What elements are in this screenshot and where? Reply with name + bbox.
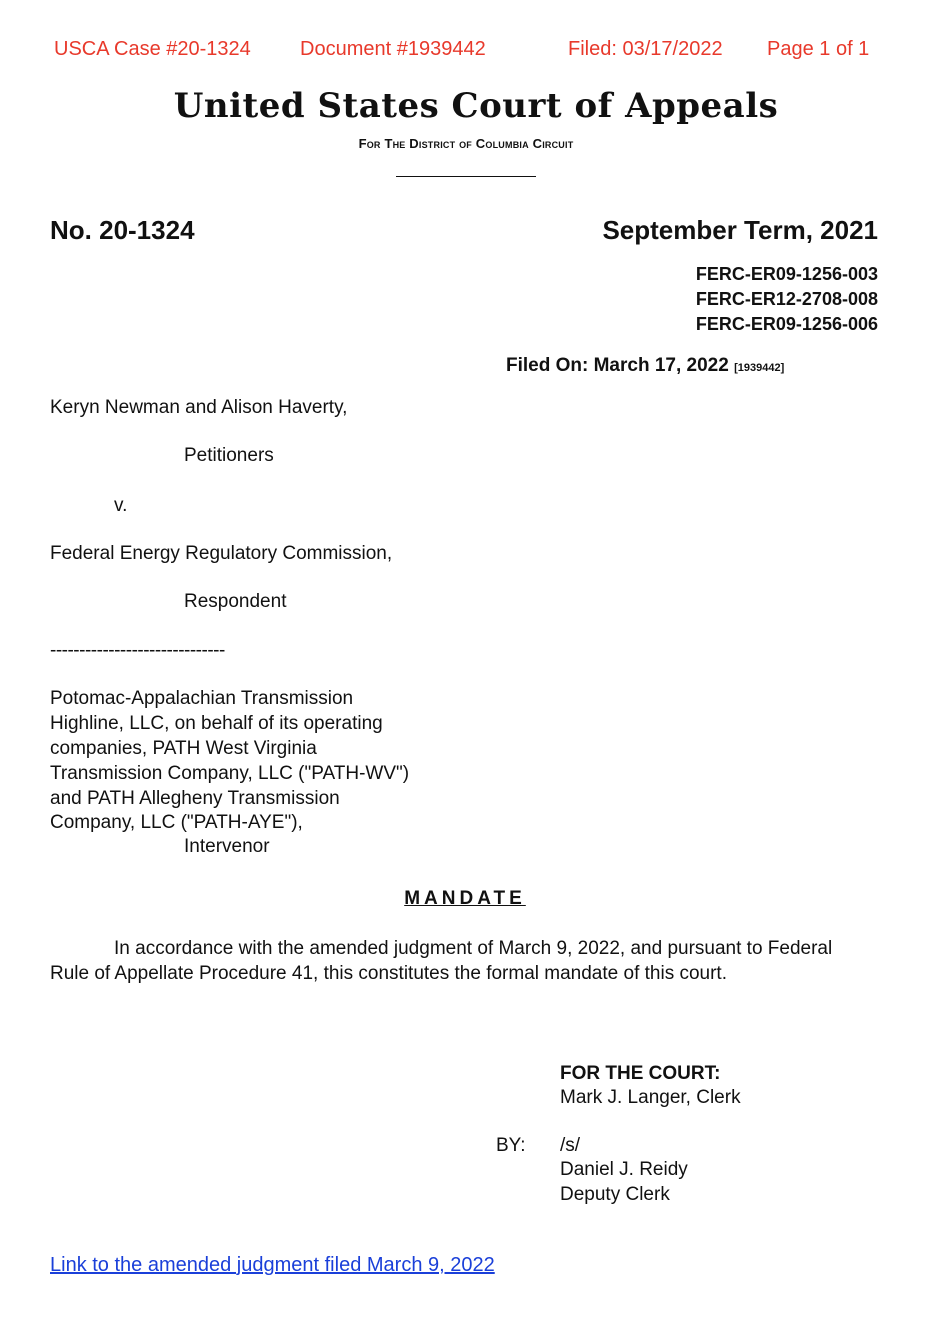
filed-on-label: Filed On: March 17, 2022 [506,355,729,376]
respondent-name: Federal Energy Regulatory Commission, [50,543,393,564]
intervenor-line: Transmission Company, LLC ("PATH-WV") [50,763,410,784]
for-the-court: FOR THE COURT: [560,1063,721,1084]
amended-judgment-link[interactable]: Link to the amended judgment filed March 9, 2022 [50,1254,495,1276]
header-document: Document #1939442 [300,38,486,60]
intervenor-line: and PATH Allegheny Transmission [50,788,340,809]
court-circuit: For The District of Columbia Circuit [358,136,574,151]
docket-number: FERC-ER09-1256-006 [695,314,878,334]
by-label: BY: [496,1135,526,1156]
party-separator: ------------------------------ [50,640,225,661]
signature-mark: /s/ [560,1135,581,1156]
intervenor-line: Potomac-Appalachian Transmission [50,688,354,709]
mandate-paragraph [50,936,850,986]
docket-number: FERC-ER09-1256-003 [695,264,878,284]
header-filed: Filed: 03/17/2022 [568,38,723,60]
intervenor-line: Company, LLC ("PATH-AYE"), [50,812,303,833]
deputy-name: Daniel J. Reidy [560,1159,688,1180]
deputy-title: Deputy Clerk [560,1184,670,1205]
case-number: No. 20-1324 [50,215,195,245]
mandate-text: In accordance with the amended judgment of March 9, 2022, and pursuant to Federal Rule of Appellate Procedure 41, this constitutes the formal mandate of this court. [50,938,833,984]
intervenor-line: Highline, LLC, on behalf of its operating [50,713,383,734]
docket-number: FERC-ER12-2708-008 [695,289,878,309]
court-title: United States Court of Appeals [173,86,779,126]
mandate-heading: MANDATE [404,888,526,909]
respondent-role: Respondent [184,591,287,612]
header-page: Page 1 of 1 [767,38,870,60]
petitioners-names: Keryn Newman and Alison Haverty, [50,397,348,418]
term: September Term, 2021 [602,215,878,245]
versus: v. [114,495,128,516]
title-rule [396,176,536,177]
filed-on-docnum: [1939442] [734,362,785,374]
petitioners-role: Petitioners [184,445,274,466]
header-case: USCA Case #20-1324 [54,38,251,60]
filed-on [506,355,784,377]
intervenor-role: Intervenor [184,836,270,857]
intervenor-line: companies, PATH West Virginia [50,738,317,759]
clerk-name: Mark J. Langer, Clerk [560,1087,741,1108]
